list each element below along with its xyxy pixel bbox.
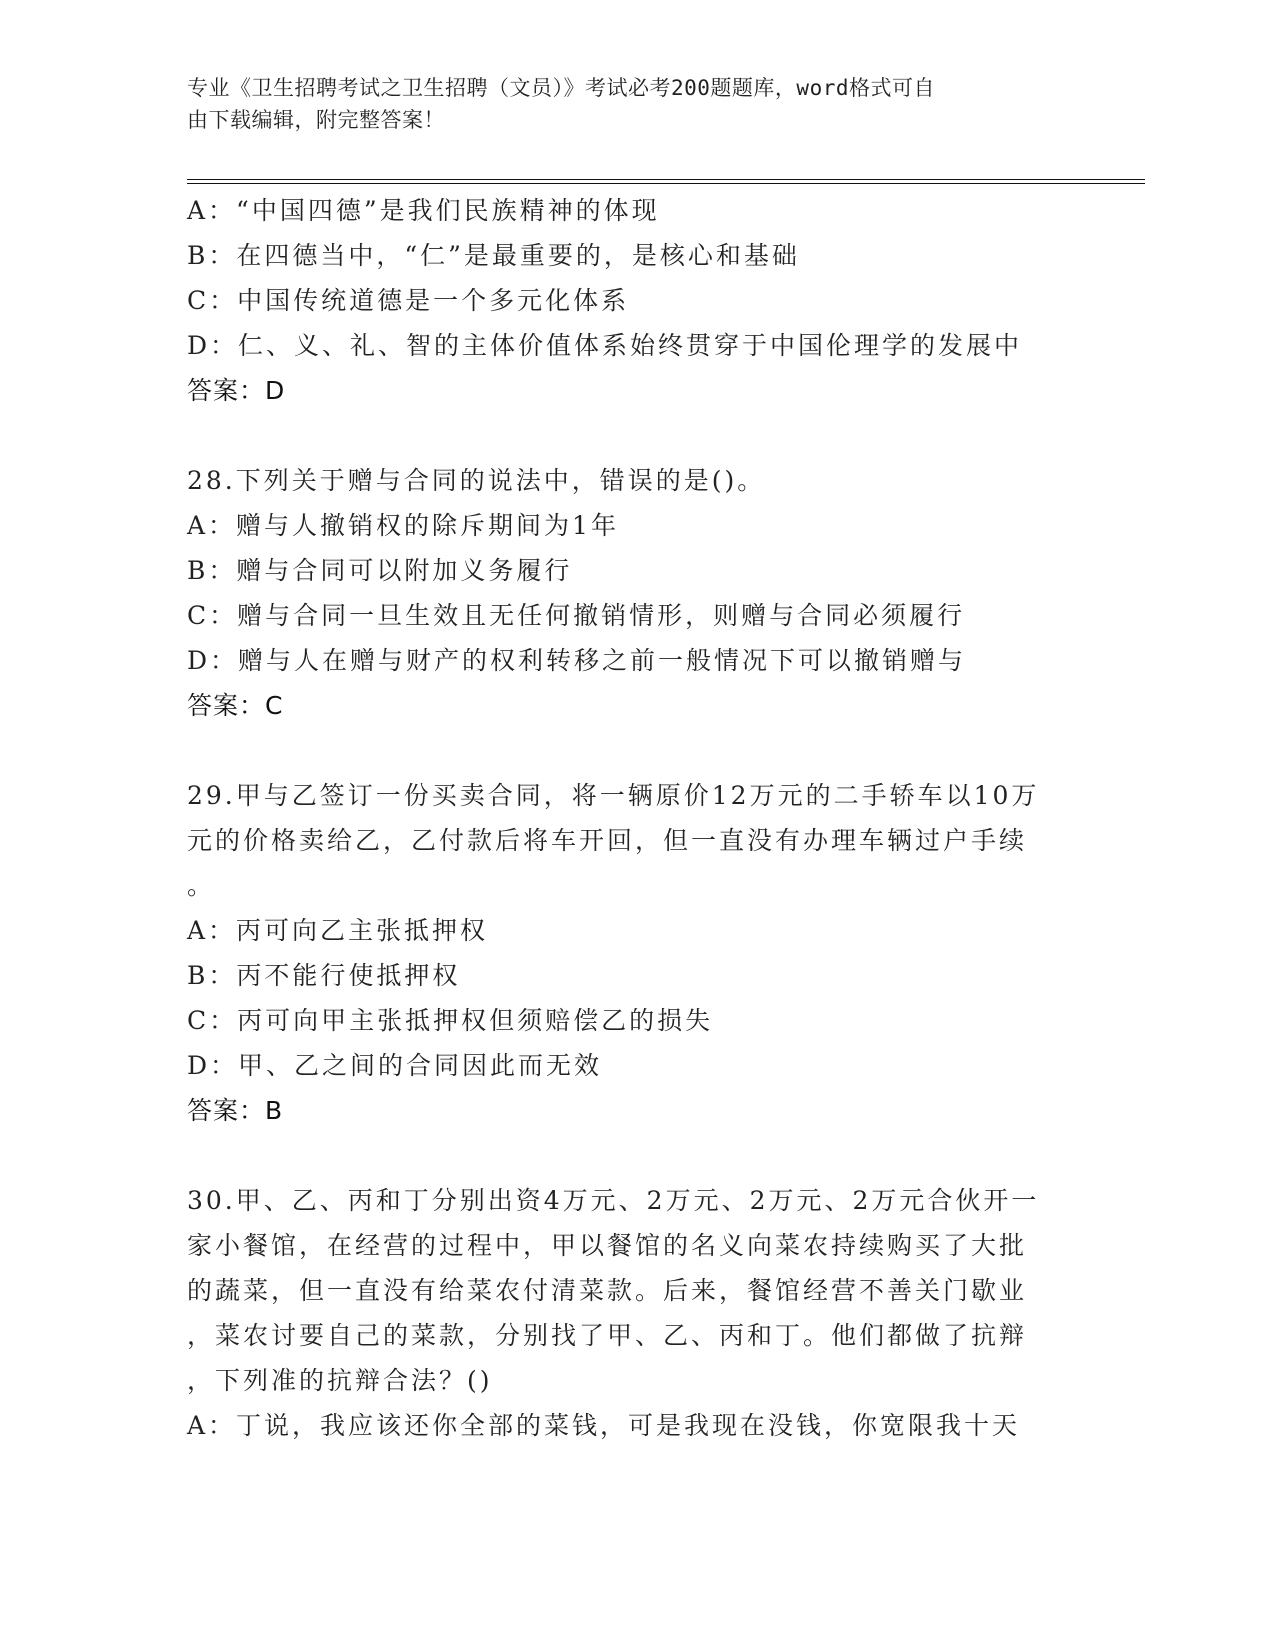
spacer bbox=[187, 1133, 1087, 1178]
option-d: D：甲、乙之间的合同因此而无效 bbox=[187, 1051, 603, 1080]
answer: 答案：C bbox=[187, 691, 284, 720]
option-a: A：丙可向乙主张抵押权 bbox=[187, 916, 489, 945]
question-27 bbox=[187, 188, 1087, 413]
header-line-2: 由下载编辑，附完整答案！ bbox=[187, 108, 445, 132]
header-divider-top bbox=[187, 179, 1145, 180]
option-b: B：在四德当中，“仁”是最重要的，是核心和基础 bbox=[187, 241, 800, 270]
question-stem-line: ，菜农讨要自己的菜款，分别找了甲、乙、丙和丁。他们都做了抗辩 bbox=[187, 1321, 1028, 1350]
option-d: D：仁、义、礼、智的主体价值体系始终贯穿于中国伦理学的发展中 bbox=[187, 331, 1023, 360]
question-stem-line: 29.甲与乙签订一份买卖合同，将一辆原价12万元的二手轿车以10万 bbox=[187, 781, 1040, 810]
question-stem-line: 30.甲、乙、丙和丁分别出资4万元、2万元、2万元、2万元合伙开一 bbox=[187, 1186, 1040, 1215]
question-stem-line: ，下列准的抗辩合法？() bbox=[187, 1366, 493, 1395]
question-stem-line: 元的价格卖给乙，乙付款后将车开回，但一直没有办理车辆过户手续 bbox=[187, 826, 1028, 855]
answer: 答案：B bbox=[187, 1096, 284, 1125]
header-line-1: 专业《卫生招聘考试之卫生招聘（文员）》考试必考200题题库，word格式可自 bbox=[187, 76, 935, 100]
question-list bbox=[187, 188, 1087, 1448]
option-d: D：赠与人在赠与财产的权利转移之前一般情况下可以撤销赠与 bbox=[187, 646, 967, 675]
spacer bbox=[187, 728, 1087, 773]
option-c: C：中国传统道德是一个多元化体系 bbox=[187, 286, 630, 315]
option-b: B：丙不能行使抵押权 bbox=[187, 961, 461, 990]
document-header bbox=[187, 72, 1087, 136]
header-divider-bottom bbox=[187, 183, 1145, 184]
spacer bbox=[187, 413, 1087, 458]
option-a: A：“中国四德”是我们民族精神的体现 bbox=[187, 196, 660, 225]
question-stem-line: 的蔬菜，但一直没有给菜农付清菜款。后来，餐馆经营不善关门歇业 bbox=[187, 1276, 1028, 1305]
question-stem-line: 家小餐馆，在经营的过程中，甲以餐馆的名义向菜农持续购买了大批 bbox=[187, 1231, 1028, 1260]
option-a: A：丁说，我应该还你全部的菜钱，可是我现在没钱，你宽限我十天 bbox=[187, 1411, 1021, 1440]
question-30 bbox=[187, 1178, 1087, 1448]
question-stem: 28.下列关于赠与合同的说法中，错误的是()。 bbox=[187, 466, 766, 495]
answer: 答案：D bbox=[187, 376, 286, 405]
question-29 bbox=[187, 773, 1087, 1133]
question-stem-line: 。 bbox=[187, 871, 216, 900]
option-c: C：丙可向甲主张抵押权但须赔偿乙的损失 bbox=[187, 1006, 714, 1035]
option-c: C：赠与合同一旦生效且无任何撤销情形，则赠与合同必须履行 bbox=[187, 601, 966, 630]
option-b: B：赠与合同可以附加义务履行 bbox=[187, 556, 573, 585]
option-a: A：赠与人撤销权的除斥期间为1年 bbox=[187, 511, 619, 540]
question-28 bbox=[187, 458, 1087, 728]
